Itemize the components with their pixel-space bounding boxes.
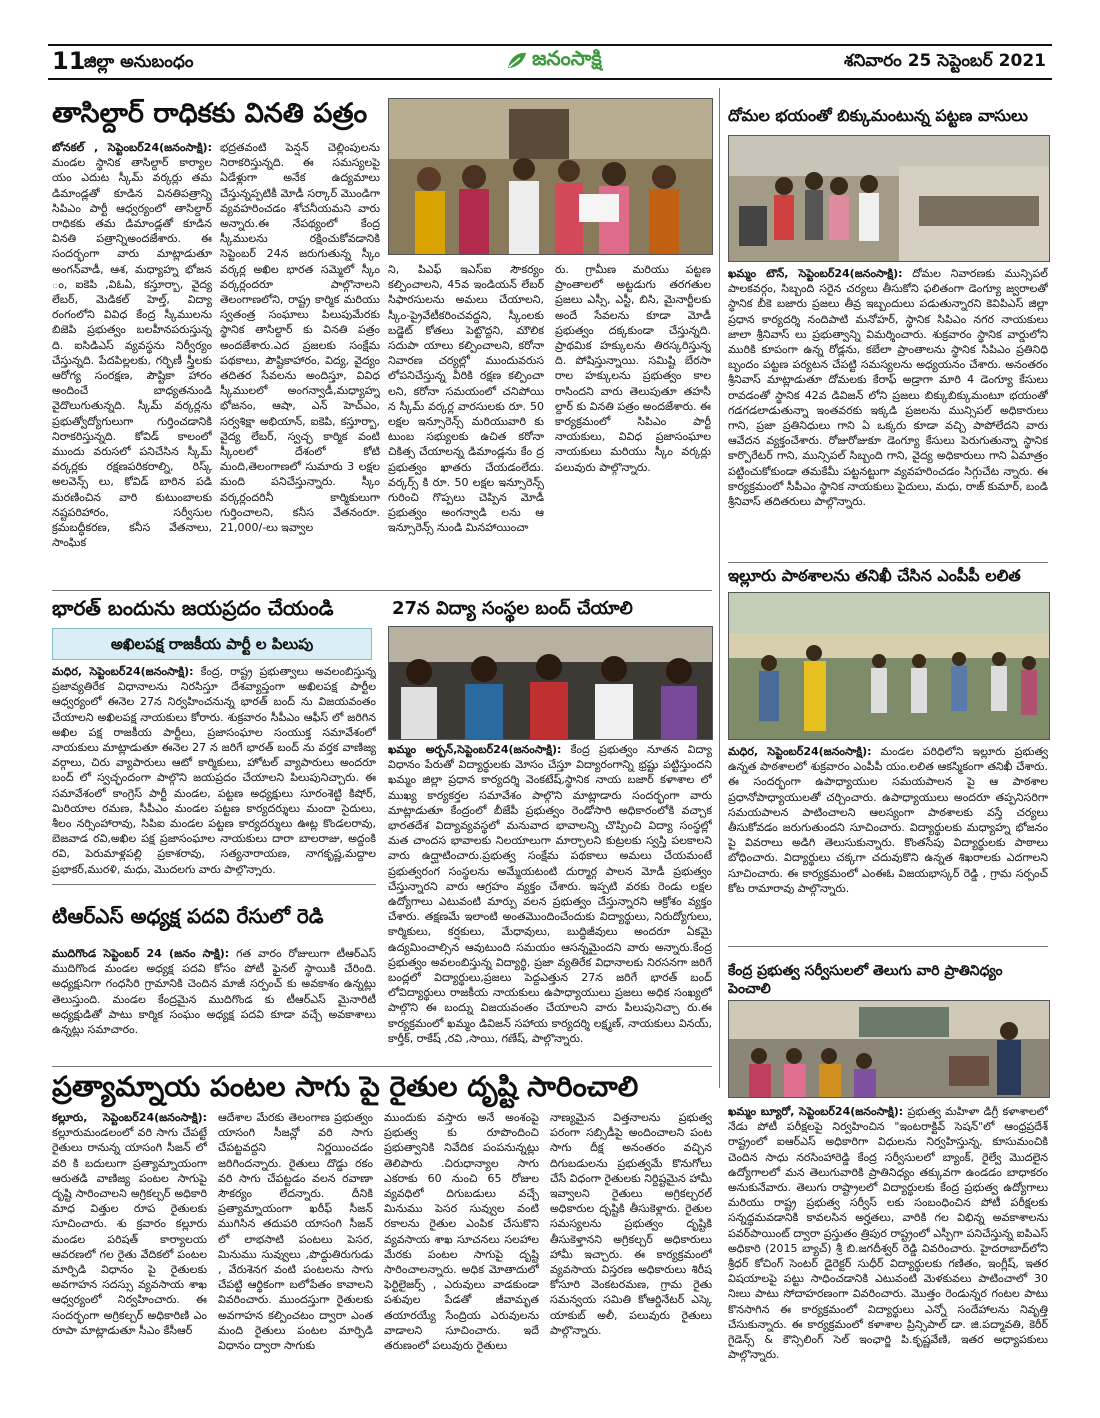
text-trs: గత వారం రోజులుగా టీఆర్ఎస్ ముదిగొండ మండల అధ్యక్ష పదవి కోసం పోటీ ఫైనల్ స్థాయికి చేరింది. అధ్యక్షునిగా గంధసిరి గ్రామానికి చెందిన మాజీ సర్పంచ్ కు అవకాశం ఉన్నట్లు తెలుస్తుంది. మండల కేంద్రమైన ముదిగొండ కు టీఆర్ఎస్ మైనారిటీ అధ్యక్షుడితో పాటు కార్మిక సంఘం అధ్యక్ష పదవి కూడా వచ్చే అవకాశాలు ఉన్నట్లు సమాచారం. (52, 947, 376, 1037)
photo-interactive-session (728, 1000, 1050, 1098)
headline-domala: దోమల భయంతో బిక్కుమంటున్న పట్టణ వాసులు (728, 106, 1028, 125)
headline-tahsildar: తాసిల్దార్ రాధికకు వినతి పత్రం (52, 98, 368, 129)
photo-school-inspection (728, 592, 1050, 740)
article-illuru (728, 744, 1048, 940)
text-bharat: కేంద్ర, రాష్ట్ర ప్రభుత్వాలు అవలంబిస్తున్న ప్రజావ్యతిరేక విధానాలను నిరసిస్తూ దేశవ్యాప్తంగా అఖిలపక్ష పార్టీల ఆధ్వర్యంలో ఈనెల 27న నిర్వహించనున్న భారత్ బంద్ ను విజయవంతం చేయాలని అఖిలపక్ష నాయకులు కోరారు. శుక్రవారం సీపీఎం ఆఫీస్ లో జరిగిన అఖిల పక్ష రాజకీయ పార్టీలు, ప్రజాసంఘాల సంయుక్త సమావేశంలో నాయకులు మాట్లాడుతూ ఈనెల 27 న జరిగే భారత్ బంద్ ను వర్తక వాణిజ్య వర్గాలు, చిరు వ్యాపారులు ఆటో కార్మికులు, హోటల్ వ్యాపారులు అందరూ బంద్ లో స్వచ్ఛందంగా పాల్గొని జయప్రదం చేయాలని పిలుపునిచ్చారు. ఈ సమావేశంలో కాంగ్రెస్ పార్టీ మండల, పట్టణ అధ్యక్షులు సూరంశెట్టి కిషోర్, మిరియాల రమణ, సీపీఎం మండల పట్టణ కార్యదర్శులు మందా సైదులు, శీలం నర్సింహారావు, సిపిఐ మండల పట్టణ కార్యదర్శులు ఊట్ల కొండలరావు, బెజవాడ రవి,అఖిల పక్ష ప్రజాసంఘాల నాయకులు దారా బాలరాజు, అద్దంకి రవి, పెరుమాళ్లపల్లి ప్రకాశరావు, సత్యనారాయణ, నాగకృష్ణ,మద్దాల ప్రభాకర్,మురళి, మధు, మొదలగు వారు పాల్గొన్నారు. (52, 665, 376, 876)
article-bharat (52, 664, 376, 876)
headline-kendra: కేంద్ర ప్రభుత్వ సర్వీసులలో తెలుగు వారి ప్రాతినిధ్యం పెంచాలి (728, 963, 1003, 997)
article-tahsildar-col3 (388, 262, 544, 582)
headline-bharat: భారత్ బందును జయప్రదం చేయండి (52, 596, 334, 620)
text-tahsildar-col1: మండల స్థానిక తాసిల్దార్ కార్యాల యం ఎదుట స్కీమ్ వర్కర్లు తమ డిమాండ్లతో కూడిన వినతిపత్రాన్ని సిపిఎం పార్టీ ఆధ్వర్యంలో తాసిల్దార్ రాధికకు తమ డిమాండ్లతో కూడిన వినతి పత్రాన్నిఅందజేశారు. ఈ సందర్భంగా వారు మాట్లాడుతూ అంగన్‌వాడీ, ఆశ, మధ్యాహ్న భోజన ం, ఐకెపి ,విఓఏ, కస్తూర్బా, వైద్య లేబర్, మెడికల్ హెల్త్, విద్యా రంగంలోని వివిధ కేంద్ర స్కీములను బిజెపి ప్రభుత్వం బలహీనపరుస్తున్న ది. ఐసిడిఎస్ వ్యవస్థను నిర్వీర్యం చేస్తున్నది. పేదపిల్లలకు, గర్భిణీ స్త్రీలకు ఆరోగ్య సంరక్షణ, పౌష్టికా హారం అందించే బాధ్యతనుండి వైదొలుగుతున్నది. స్కీమ్ వర్కర్లను ప్రభుత్వోద్యోగులుగా గుర్తించడానికి నిరాకరిస్తున్నది. కోవిడ్ కాలంలో ముందు వరుసలో పనిచేసిన స్కీమ్ వర్కర్లకు రక్షణపరికరాల్ని, రిస్క్ అలవెన్స్ లు, కోవిడ్ బారిన పడి మరణించిన వారి కుటుంబాలకు నష్టపరిహారం, సర్వీసుల క్రమబద్ధీకరణ, కనీస వేతనాలు, సాంఘిక (52, 156, 212, 550)
article-pratyamnaya-col3 (384, 1110, 539, 1370)
article-vidya (388, 742, 712, 1062)
article-pratyamnaya-col4 (550, 1110, 712, 1370)
text-tahsildar-col3: ని, పిఎఫ్ ఇఎస్ఐ సౌకర్యం కల్పించాలని, 45వ ఇండియన్ లేబర్ సిఫారసులను అమలు చేయాలని, స్కీం-ప్రైవేటీకరించవద్దని, స్కీంలకు బడ్జెట్ కోతలు పెట్టొద్దని, మౌలిక సదుపా యాలు కల్పించాలని, కరోనా నివారణ చర్యల్లో ముందువరుస లోపనిచేస్తున్న వీరికి రక్షణ కల్పించా లని, కరోనా సమయంలో చనిపోయి న స్కీమ్ వర్కర్ల వారసులకు రూ. 50 లక్షల ఇన్సూరెన్స్ మరియువారి కు టుంబ సభ్యులకు ఉచిత కరోనా చికిత్స చేయాలన్న డిమాండ్లను కేం ద్ర ప్రభుత్వం ఖాతరు చేయడంలేదు. వర్కర్స్ కి రూ. 50 లక్షల ఇన్సూరెన్స్ గురించి గొప్పలు చెప్పిన మోడీ ప్రభుత్వం అంగన్వాడి లను ఆ ఇన్సూరెన్స్ నుండి మినహాయించా (388, 263, 544, 535)
brand-logo (506, 46, 602, 75)
photo-student-leaders (388, 626, 713, 740)
issue-date: శనివారం 25 సెప్టెంబర్ 2021 (844, 51, 1046, 71)
text-pratyamnaya-col3: ముందుకు వస్తారు అనే అంశంపై ప్రభుత్వ కు రూపొందించి ప్రభుత్వానికి నివేదిక పంపనున్నట్లు తెలిపారు .చిరుధాన్యాల సాగు ఎకరాకు 60 నుంచి 65 రోజుల వ్యవధిలో దిగుబడులు వచ్చే మినుము పెసర సువ్వుల వంటి రకాలను రైతుల ఎంపిక చేసుకొని వ్యవసాయ శాఖ సూచనలు సలహాల మేరకు పంటల సాగుపై దృష్టి సారించాలన్నారు. అధిక మోతాదులో ఫెర్టిలైజర్స్ , ఎరువులు వాడకుండా పశువుల పేడతో జీవామృత తయారయ్యే సేంద్రియ ఎరువులను వాడాలని సూచించారు. ఇదే తరుణంలో పలువురు రైతులు (384, 1111, 539, 1353)
banner-bharat: అఖిలపక్ష రాజకీయ పార్టీ ల పిలుపు (52, 628, 372, 660)
dateline-vidya: ఖమ్మం అర్బన్,సెప్టెంబర్24(జనంసాక్షి): (388, 743, 562, 756)
brand-name: జనంసాక్షి (532, 46, 602, 70)
page-number: 11 (52, 47, 86, 75)
text-pratyamnaya-col2: ఆదేశాల మేరకు తెలంగాణ ప్రభుత్వం యాసంగి సీజన్లో వరి సాగు చేపట్టవద్దని నిర్ణయించడం జరిగిందన్నారు. రైతులు దొడ్డు రకం వరి సాగు చేపట్టడం వలన రవాణా సౌకర్యం లేదన్నారు. దీనికి ప్రత్యామ్నాయంగా ఖరీఫ్ సీజన్ ముగిసిన తదుపరి యాసంగి సీజన్ లో లాభసాటి పంటలు పెసర, మినుము సువ్వులు ,పొద్దుతిరుగుడు , వేరుశెనగ వంటి పంటలను సాగు చేపట్టి ఆర్థికంగా బలోపేతం కావాలని వివరించారు. ముందస్తుగా రైతులకు అవగాహన కల్పించటం ద్వారా ఎంత మంది రైతులు పంటల మార్పిడి విధానం ద్వారా సాగుకు (218, 1111, 373, 1353)
dateline-bharat: మధిర, సెప్టెంబర్24(జనంసాక్షి): (52, 665, 194, 678)
article-domala (728, 266, 1048, 556)
divider-trs (52, 884, 376, 885)
text-tahsildar-col2: భద్రతవంటి పెన్షన్ చెల్లింపులను నిరాకరిస్తున్నది. ఈ సమస్యలపై ఏడేళ్లుగా అనేక ఉద్యమాలు చేస్తున్నప్పటికీ మోడీ సర్కార్ మొండిగా వ్యవహరించడం శోచనీయమని వారు అన్నారు.ఈ నేపథ్యంలో కేంద్ర స్కీములను రక్షించుకోవడానికి సెప్టెంబర్ 24న జరుగుతున్న స్కీం వర్కర్ల అఖిల భారత సమ్మెలో స్కీం వర్కర్లందరూ పాల్గొనాలని తెలంగాణలోని, రాష్ట్ర కార్మిక మరియు స్వతంత్ర సంఘాలు పిలుపుమేరకు స్థానిక తాసిల్దార్ కు వినతి పత్రం అందజేశారు.ఎద ప్రజలకు సంక్షేమ పథకాలు, పౌష్టికాహారం, విద్య, వైద్యం తదితర సేవలను అందిస్తూ, వివిధ స్కీములలో అంగన్వాడీ,మధ్యాహ్న భోజనం, ఆషా, ఎన్ హెచ్ఎం, సర్వశిక్షా అభియాన్, ఐకెపి, కస్తూర్బా, వైద్య లేబర్, స్వచ్ఛ కార్మిక వంటి స్కీంలలో దేశంలో కోటి మంది,తెలంగాణలో సుమారు 3 లక్షల మంది పనిచేస్తున్నారు. స్కీం వర్కర్లందరినీ కార్మికులుగా గుర్తించాలని, కనీస వేతనంరూ. 21,000/-లు ఇవ్వాల (220, 141, 380, 535)
divider-middle (52, 590, 712, 591)
text-illuru: మండల పరిధిలోని ఇల్లూరు ప్రభుత్వ ఉన్నత పాఠశాలలో శుక్రవారం ఎంపీపీ యం.లలిత ఆకస్మికంగా తనిఖీ చేశారు. ఈ సందర్భంగా ఉపాధ్యాయుల సమయపాలన పై ఆ పాఠశాల ప్రధానోపాధ్యాయులతో చర్చించారు. ఉపాధ్యాయులు అందరూ తప్పనిసరిగా సమయపాలన పాటించాలని ఆలస్యంగా పాఠశాలకు వస్తే చర్యలు తీసుకోవడం జరుగుతుందని సూచించారు. విద్యార్థులకు మధ్యాహ్న భోజనం పై వివరాలు అడిగి తెలుసుకున్నారు. కొంతసేపు విద్యార్థులకు పాఠాలు బోధించారు. విద్యార్థులు చక్కగా చదువుకొని ఉన్నత శిఖరాలకు ఎదగాలని సూచించారు. ఈ కార్యక్రమంలో ఎంఈఓ విజయభాస్కర్ రెడ్డి , గ్రామ సర్పంచ్ కోట రామారావు పాల్గొన్నారు. (728, 745, 1048, 895)
headline-vidya: 27న విద్యా సంస్థల బంద్ చేయాలి (392, 598, 633, 619)
text-pratyamnaya-col4: నాణ్యమైన విత్తనాలను ప్రభుత్వ పరంగా సబ్సిడీపై అందించాలని పంట సాగు దీక్ష అనంతరం వచ్చిన దిగుబడులను ప్రభుత్వమే కొనుగోలు చేసే విధంగా రైతులకు నిర్దిష్టమైన హామీ ఇవ్వాలని రైతులు అగ్రికల్చరల్ అధికారుల దృష్టికి తీసుకెళ్లారు. రైతుల సమస్యలను ప్రభుత్వం దృష్టికి తీసుకెళ్తానని అగ్రికల్చర్ అధికారులు హామీ ఇచ్చారు. ఈ కార్యక్రమంలో వ్యవసాయ విస్తరణ అధికారులు శిరీష కోసూరి వెంకటరమణ, గ్రామ రైతు సమన్వయ సమితి కోఆర్డినేటర్ ఎస్కె యాకుబ్ అలీ, పలువురు రైతులు పాల్గొన్నారు. (550, 1111, 712, 1337)
dateline-trs: ముదిగొండ సెప్టెంబర్ 24 (జనం సాక్షి): (52, 947, 230, 960)
page-header (48, 44, 1052, 78)
text-pratyamnaya-col1: కల్లూరుమండలంలో వరి సాగు చేపట్టే రైతులు రానున్న యాసంగి సీజన్ లో వరి కి బదులుగా ప్రత్యామ్నాయంగా ఆరుతడి వాణిజ్య పంటల సాగుపై దృష్టి సారించాలని అగ్రికల్చర్ అధికారి మాధ విత్తుల రూప రైతులకు సూచించారు. శు క్రవారం కల్లూరు మండల పరిషత్ కార్యాలయ ఆవరణలో గల రైతు వేదికలో పంటల మార్పిడి విధానం పై రైతులకు అవగాహన సదస్సు వ్యవసాయ శాఖ ఆధ్వర్యంలో నిర్వహించారు. ఈ సందర్భంగా అగ్రికల్చర్ అధికారిణి ఎం రూపా మాట్లాడుతూ సీఎం కేసీఆర్ (52, 1126, 207, 1337)
divider-pratyamnaya (52, 1066, 712, 1067)
text-domala: దోమల నివారణకు మున్సిపల్ పాలకవర్గం, సిబ్బంది సరైన చర్యలు తీసుకోని ఫలితంగా డెంగ్యూ జ్వరాలతో స్థానిక బీకె బజారు ప్రజలు తీవ్ర ఇబ్బందులు పడుతున్నారని కెవిపిఎస్ జిల్లా ప్రధాన కార్యదర్శి నందిపాటి మనోహర్, స్థానిక సిపిఎం నగర నాయకులు జాలా శ్రీనివాస్ లు ప్రభుత్వాన్ని విమర్శించారు. శుక్రవారం స్థానిక వార్డులోని మురికి కూపంగా ఉన్న రోడ్లను, కబేలా ప్రాంతాలను స్థానిక సిపిఎం ప్రతినిధి బృందం పట్టణ పర్యటన చేపట్టి సమస్యలను అధ్యయనం చేశారు. అనంతరం శ్రీనివాస్ మాట్లాడుతూ దోమలకు కేరాఫ్ అడ్రాగా మారి 4 డెంగ్యూ కేసులు రావడంతో స్థానిక 42వ డివిజన్ లోని ప్రజలు బిక్కుబిక్కుమంటూ భయంతో గడగడలాడుతున్నా ఇంతవరకు ఇక్కడి ప్రజలను మున్సిపల్ అధికారులు గాని, ప్రజా ప్రతినిధులు గాని ఏ ఒక్కరు కూడా వచ్చి పాపోలేదని వారు ఆవేదన వ్యక్తంచేశారు. రోజురోజుకూ డెంగ్యూ కేసులు పెరుగుతున్నా స్థానిక కార్పొరేటర్ గాని, మున్సిపల్ సిబ్బంది గాని, వైద్య అధికారులు గాని ఏమాత్రం పట్టించుకోకుండా తమకేమీ పట్టనట్టుగా వ్యవహరించడం సిగ్గుచేట న్నారు. ఈ కార్యక్రమంలో సీపీఎం స్థానిక నాయకులు పైదులు, మధు, రాజ్ కుమార్, బండి శ్రీనివాస్ తదితరులు పాల్గొన్నారు. (728, 267, 1048, 509)
section-title: జిల్లా అనుబంధం (84, 52, 194, 72)
photo-scheme-workers (388, 98, 713, 255)
leaf-icon (506, 50, 528, 72)
header-rule-bottom (48, 78, 1052, 80)
article-trs (52, 946, 376, 1060)
dateline-domala: ఖమ్మం టౌన్, సెప్టెంబర్24(జనంసాక్షి): (728, 267, 903, 280)
text-tahsildar-col4: రు. గ్రామీణ మరియు పట్టణ ప్రాంతాలలో అట్టడుగు తరగతుల ప్రజలు ఎస్సీ, ఎస్టీ, బిసి, మైనార్టీలకు అందే సేవలను కూడా మోడీ ప్రభుత్వం దక్కకుండా చేస్తున్నది. ప్రాథమిక హక్కులను తిరస్కరిస్తున్న ది. పోషిస్తున్నాయి. సమిష్టి బేరసా రాల హక్కులను ప్రభుత్వం కాల రాసిందని వారు తెలుపుతూ తహసీ ల్దార్ కు వినతి పత్రం అందజేశారు. ఈ కార్యక్రమంలో సిపిఎం పార్టీ నాయకులు, వివిధ ప్రజాసంఘాల నాయకులు మరియు స్కీం వర్కర్లు పలువురు పాల్గొన్నారు. (555, 263, 711, 474)
headline-trs: టిఆర్ఎస్ అధ్యక్ష పదవి రేసులో రెడి (52, 904, 324, 928)
photo-mosquito-area (728, 135, 1050, 262)
header-rule-top (48, 44, 1052, 46)
text-vidya: కేంద్ర ప్రభుత్వం నూతన విద్యా విధానం పేరుతో విద్యార్థులకు మోసం చేస్తూ విద్యారంగాన్ని భ్రష్టు పట్టిస్తుందని ఖమ్మం జిల్లా ప్రధాన కార్యదర్శి వెంకటేష్,స్థానిక నాయ బజార్ కళాశాల లో ముఖ్య కార్యకర్తల సమావేశం పాల్గొని మాట్లాడారు సందర్భంగా వారు మాట్లాడుతూ కేంద్రంలో బీజేపీ ప్రభుత్వం రెండోసారి అధికారంలోకి వచ్చాక భారతదేశ విద్యావ్యవస్థలో మనువాద భావాలన్ని చొప్పించి విద్యా సంస్థల్లో మత చాందస భావాలకు నిలయాలుగా మార్చాలని కుట్రలకు స్వస్తి పలకాలని వారు ఉద్ఘాటించారు.ప్రభుత్వ సంక్షేమ పథకాలు అమలు చేయమంటే ప్రభుత్వరంగ సంస్థలను అమ్మేయటంటి దుర్మార్గ పాలన మోడీ ప్రభుత్వం చేస్తున్నారని వారు ఆగ్రహం వ్యక్తం చేశారు. ఇప్పటి వరకు రెండు లక్షల ఉద్యోగాలు ఎటువంటి మార్పు వలన ప్రభుత్వం చేస్తున్నారని ఆక్రోశం వ్యక్తం చేశారు. తక్షణమే ఇలాంటి అంతమొందించేందుకు విద్యార్థులు, నిరుద్యోగులు, కార్మికులు, కర్షకులు, మేధావులు, బుద్ధిజీవులు అందరూ ఏకమై ఉద్యమించాల్సిన ఆవుటుంది సమయం ఆసన్నమైందని వారు అన్నారు.కేంద్ర ప్రభుత్వం అవలంబిస్తున్న విద్యార్థి, ప్రజా వ్యతిరేక విధానాలకు నిరసనగా జరిగే బంద్లలో విద్యార్థులు,ప్రజలు పెద్దఎత్తున 27న జరిగే భారత్ బంద్ లోవిద్యార్థులు రాజకీయ నాయకులు ఉపాధ్యాయులు ప్రజలు అధిక సంఖ్యలో పాల్గొని ఈ బంద్ను విజయవంతం చేయాలని వారు పిలుపునిచ్చా రు.ఈ కార్యక్రమంలో ఖమ్మం డివిజన్ సహాయ కార్యదర్శి లక్ష్మణ్, నాయకులు వినయ్, కార్తీక్, రాకేష్ ,రవి ,సాయి, గణేష్, పాల్గొన్నారు. (388, 743, 712, 1045)
divider-kendra (728, 946, 1048, 947)
text-kendra: ప్రభుత్వ మహిళా డిగ్రీ కళాశాలలో నేడు పోటీ పరీక్షలపై నిర్వహించిన "ఇంటరాక్టివ్ సెషన్"లో ఆంధ్రప్రదేశ్ రాష్ట్రంలో ఐఆర్ఎస్ అధికారిగా విధులను నిర్వహిస్తున్న, కూసుమంచికి చెందిన సాధు నరసింహారెడ్డి కేంద్ర సర్వీసులలో బ్యాంక్, రైల్వే మొదలైన ఉద్యోగాలలో మన తెలుగువారికి ప్రాతినిధ్యం తక్కువగా ఉండడం బాధాకరం అనుకునేవారు. తెలుగు రాష్ట్రాలలో విద్యార్థులకు కేంద్ర ప్రభుత్వ ఉద్యోగాలు మరియు రాష్ట్ర ప్రభుత్వ సర్వీస్ లకు సంబంధించిన పోటీ పరీక్షలకు సన్నద్ధమవడానికి కావలసిన అర్హతలు, వారికి గల విభిన్న అవకాశాలను పవర్‌పాయింట్ ద్వారా ప్రస్తుతం త్రిపుర రాష్ట్రంలో ఎస్పీగా పనిచేస్తున్న ఐపిఎస్ అధికారి (2015 బ్యాచ్) శ్రీ బి.జగదీశ్వర్ రెడ్డి వివరించారు. హైదరాబాద్‌లోని శ్రీధర్ కోచింగ్ సెంటర్ డైరెక్టర్ సుధీర్ విద్యార్థులకు గణితం, ఇంగ్లీష్, ఇతర విషయాలపై పట్టు సాధించడానికి ఎటువంటి మెళకువలు పాటించాలో 30 నిఃలు పాటు సోదాహరణంగా వివరించారు. మొత్తం రెండున్నర గంటల పాటు కొనసాగిన ఈ కార్యక్రమంలో విద్యార్థులు ఎన్నో సందేహాలను నివృత్తి చేసుకున్నారు. ఈ కార్యక్రమంలో కళాశాల ప్రిన్సిపాల్ డా. జి.పద్మావతి, కెరీర్ గైడెన్స్ & కౌన్సిలింగ్ సెల్ ఇంఛార్జి పి.కృష్ణవేణి, ఇతర అధ్యాపకులు పాల్గొన్నారు. (728, 1105, 1048, 1362)
article-pratyamnaya-col1 (52, 1110, 207, 1370)
dateline-illuru: మధిర, సెప్టెంబర్24(జనంసాక్షి): (728, 745, 872, 758)
column-divider (719, 88, 720, 1088)
headline-illuru: ఇల్లూరు పాఠశాలను తనిఖీ చేసిన ఎంపీపీ లలిత (728, 566, 1021, 585)
headline-pratyamnaya: ప్రత్యామ్నాయ పంటల సాగు పై రైతుల దృష్టి సారించాలి (52, 1070, 639, 1103)
dateline-tahsildar: బోనకల్ , సెప్టెంబర్24(జనంసాక్షి): (52, 141, 212, 154)
dateline-pratyamnaya: కల్లూరు, సెప్టెంబర్24(జనంసాక్షి): (52, 1111, 207, 1124)
article-pratyamnaya-col2 (218, 1110, 373, 1370)
article-kendra (728, 1104, 1048, 1366)
divider-illuru (728, 562, 1048, 563)
article-tahsildar-col2 (220, 140, 380, 582)
dateline-kendra: ఖమ్మం బ్యూరో, సెప్టెంబర్24(జనంసాక్షి): (728, 1105, 904, 1118)
article-tahsildar-col4 (555, 262, 711, 582)
article-tahsildar-col1 (52, 140, 212, 582)
